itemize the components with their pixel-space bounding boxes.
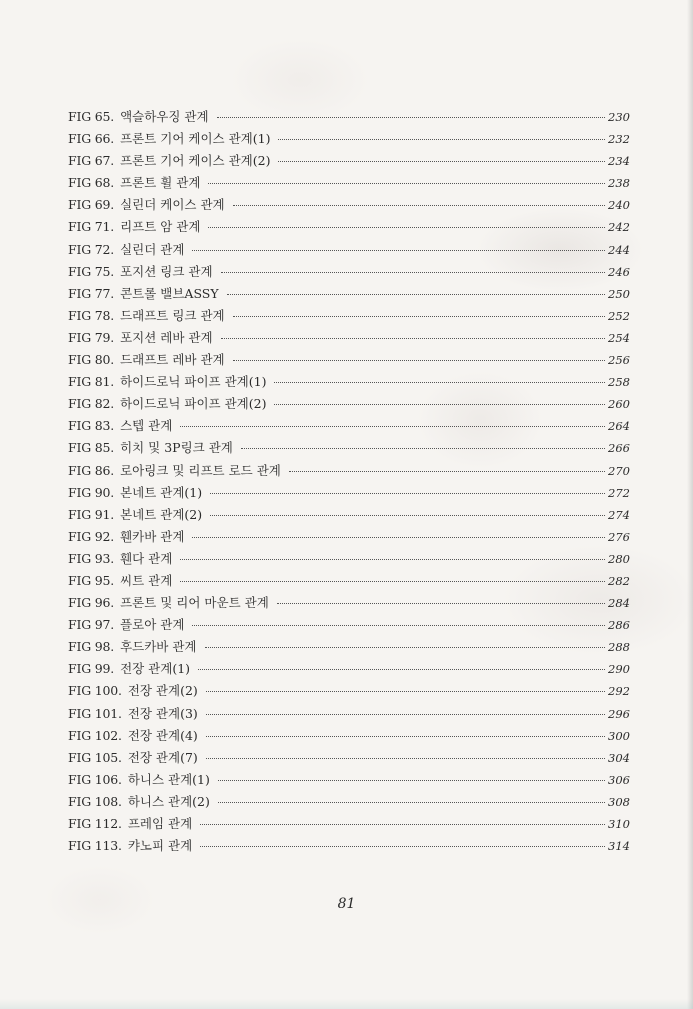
page-reference: 284 — [608, 596, 630, 611]
toc-entry — [68, 726, 628, 748]
page-reference: 254 — [608, 330, 630, 345]
page-reference: 270 — [608, 463, 630, 478]
dot-leader — [210, 515, 605, 516]
page-reference: 246 — [608, 264, 630, 279]
figure-number: FIG 105. — [68, 749, 122, 765]
figure-number: FIG 66. — [68, 131, 115, 147]
figure-number: FIG 78. — [68, 307, 115, 323]
figure-title: 전장 관계(4) — [127, 727, 198, 743]
figure-number: FIG 83. — [68, 418, 115, 434]
figure-number: FIG 108. — [68, 793, 122, 809]
page-reference: 238 — [608, 176, 630, 191]
figure-title: 프론트 및 리어 마운트 관계 — [120, 595, 269, 611]
page-reference: 286 — [608, 618, 630, 633]
figure-title: 프론트 휠 관계 — [120, 175, 201, 191]
dot-leader — [218, 802, 605, 803]
toc-entry — [68, 814, 628, 836]
figure-number: FIG 75. — [68, 263, 115, 279]
toc-entry — [68, 770, 628, 792]
dot-leader — [208, 227, 605, 228]
page-reference: 266 — [608, 441, 630, 456]
toc-entry — [68, 527, 628, 549]
figure-title: 본네트 관계(2) — [120, 506, 203, 522]
toc-entry — [68, 195, 628, 217]
figure-title: 액슬하우징 관계 — [120, 109, 209, 124]
dot-leader — [205, 647, 606, 648]
dot-leader — [221, 272, 605, 273]
page-reference: 234 — [608, 154, 630, 169]
toc-entry — [68, 792, 628, 814]
dot-leader — [192, 625, 605, 626]
toc-entry — [68, 394, 628, 416]
dot-leader — [278, 161, 605, 162]
figure-number: FIG 81. — [68, 374, 115, 390]
figure-title: 플로아 관계 — [120, 617, 185, 633]
toc-entry — [68, 505, 628, 527]
figure-title: 하이드로닉 파이프 관계(1) — [120, 374, 267, 390]
figure-title: 드래프트 레바 관계 — [120, 352, 225, 368]
dot-leader — [180, 581, 605, 582]
figure-number: FIG 80. — [68, 352, 115, 368]
page-bottom-edge — [0, 999, 693, 1009]
toc-entry — [68, 659, 628, 681]
dot-leader — [206, 736, 605, 737]
toc-entry — [68, 240, 628, 262]
figure-number: FIG 112. — [68, 816, 122, 831]
table-of-contents — [68, 107, 628, 858]
dot-leader — [221, 338, 605, 339]
toc-entry — [68, 173, 628, 195]
toc-entry — [68, 637, 628, 659]
toc-entry — [68, 372, 628, 394]
figure-title: 포지션 레바 관계 — [120, 329, 213, 345]
figure-number: FIG 90. — [68, 484, 115, 500]
dot-leader — [277, 603, 605, 604]
figure-number: FIG 68. — [68, 175, 115, 191]
toc-entry — [68, 593, 628, 615]
dot-leader — [233, 316, 605, 317]
toc-entry — [68, 681, 628, 703]
page-reference: 308 — [608, 794, 630, 809]
page-reference: 252 — [608, 308, 630, 323]
figure-title: 후드카바 관계 — [120, 639, 197, 655]
page-reference: 282 — [608, 573, 630, 588]
page-reference: 304 — [608, 750, 630, 765]
figure-number: FIG 96. — [68, 595, 115, 611]
figure-title: 휀다 관계 — [120, 550, 173, 566]
figure-number: FIG 71. — [68, 219, 115, 235]
figure-number: FIG 98. — [68, 639, 115, 655]
figure-title: 포지션 링크 관계 — [120, 263, 213, 279]
figure-title: 씨트 관계 — [120, 572, 173, 588]
figure-title: 로아링크 및 리프트 로드 관계 — [120, 462, 281, 478]
page-edge-shadow — [687, 0, 693, 1009]
figure-number: FIG 101. — [68, 705, 122, 721]
toc-entry — [68, 416, 628, 438]
toc-entry — [68, 836, 628, 858]
figure-title: 프론트 기어 케이스 관계(2) — [120, 153, 271, 169]
page-reference: 280 — [608, 551, 630, 566]
page-reference: 244 — [608, 242, 630, 257]
page-reference: 314 — [608, 839, 630, 854]
figure-number: FIG 106. — [68, 771, 122, 787]
figure-number: FIG 69. — [68, 197, 115, 213]
figure-number: FIG 93. — [68, 550, 115, 566]
dot-leader — [274, 404, 605, 405]
figure-number: FIG 86. — [68, 462, 115, 478]
figure-title: 전장 관계(1) — [120, 661, 191, 677]
toc-entry — [68, 615, 628, 637]
dot-leader — [200, 846, 605, 847]
dot-leader — [206, 714, 605, 715]
figure-title: 전장 관계(7) — [127, 749, 198, 765]
page-reference: 250 — [608, 286, 630, 301]
toc-entry — [68, 306, 628, 328]
figure-title: 전장 관계(3) — [127, 705, 198, 721]
figure-number: FIG 82. — [68, 396, 115, 412]
dot-leader — [206, 691, 605, 692]
figure-number: FIG 91. — [68, 506, 115, 522]
toc-entry — [68, 748, 628, 770]
figure-number: FIG 102. — [68, 727, 122, 743]
figure-title: 하이드로닉 파이프 관계(2) — [120, 396, 267, 412]
dot-leader — [218, 780, 605, 781]
dot-leader — [289, 471, 605, 472]
figure-title: 히치 및 3P링크 관계 — [120, 440, 233, 456]
figure-number: FIG 113. — [68, 838, 122, 854]
figure-title: 캬노피 관계 — [127, 838, 193, 854]
figure-title: 프레임 관계 — [127, 816, 193, 831]
page-reference: 240 — [608, 198, 630, 213]
figure-number: FIG 99. — [68, 661, 115, 677]
page-reference: 232 — [608, 132, 630, 147]
toc-entry — [68, 350, 628, 372]
figure-title: 드래프트 링크 관계 — [120, 307, 225, 323]
toc-entry — [68, 262, 628, 284]
figure-number: FIG 92. — [68, 528, 115, 544]
figure-number: FIG 67. — [68, 153, 115, 169]
dot-leader — [180, 559, 605, 560]
page-reference: 260 — [608, 397, 630, 412]
dot-leader — [227, 294, 605, 295]
dot-leader — [210, 493, 605, 494]
toc-entry — [68, 129, 628, 151]
page-reference: 272 — [608, 485, 630, 500]
figure-number: FIG 95. — [68, 572, 115, 588]
figure-number: FIG 79. — [68, 329, 115, 345]
page-reference: 300 — [608, 728, 630, 743]
dot-leader — [241, 448, 605, 449]
toc-entry — [68, 461, 628, 483]
dot-leader — [274, 382, 605, 383]
dot-leader — [192, 250, 605, 251]
page-number: 81 — [337, 896, 356, 912]
page-reference: 230 — [608, 110, 630, 124]
dot-leader — [278, 139, 605, 140]
figure-title: 실린더 케이스 관계 — [120, 197, 225, 213]
figure-title: 스텝 관계 — [120, 418, 173, 434]
toc-entry — [68, 549, 628, 571]
figure-number: FIG 77. — [68, 285, 115, 301]
page-reference: 256 — [608, 353, 630, 368]
toc-entry — [68, 107, 628, 129]
figure-title: 실린더 관계 — [120, 241, 185, 257]
figure-title: 본네트 관계(1) — [120, 484, 203, 500]
figure-title: 전장 관계(2) — [127, 683, 198, 699]
figure-number: FIG 65. — [68, 109, 115, 124]
page-reference: 242 — [608, 220, 630, 235]
page-reference: 264 — [608, 419, 630, 434]
figure-number: FIG 100. — [68, 683, 122, 699]
page-reference: 306 — [608, 772, 630, 787]
toc-entry — [68, 704, 628, 726]
dot-leader — [192, 537, 605, 538]
dot-leader — [208, 183, 605, 184]
page-reference: 290 — [608, 662, 630, 677]
figure-title: 콘트롤 밸브ASSY — [120, 285, 219, 301]
page-reference: 292 — [608, 684, 630, 699]
page-reference: 288 — [608, 640, 630, 655]
toc-entry — [68, 483, 628, 505]
page-reference: 276 — [608, 529, 630, 544]
figure-title: 휀카바 관계 — [120, 528, 185, 544]
toc-entry — [68, 217, 628, 239]
figure-number: FIG 97. — [68, 617, 115, 633]
figure-title: 하니스 관계(2) — [127, 793, 210, 809]
toc-entry — [68, 328, 628, 350]
toc-entry — [68, 151, 628, 173]
page-reference: 274 — [608, 507, 630, 522]
toc-entry — [68, 284, 628, 306]
dot-leader — [206, 758, 605, 759]
dot-leader — [233, 205, 605, 206]
dot-leader — [180, 426, 605, 427]
page-reference: 296 — [608, 706, 630, 721]
figure-title: 하니스 관계(1) — [127, 771, 210, 787]
toc-entry — [68, 571, 628, 593]
dot-leader — [200, 824, 605, 825]
page-reference: 258 — [608, 375, 630, 390]
dot-leader — [198, 669, 605, 670]
dot-leader — [217, 117, 605, 118]
figure-number: FIG 85. — [68, 440, 115, 456]
figure-number: FIG 72. — [68, 241, 115, 257]
page-reference: 310 — [608, 817, 630, 831]
figure-title: 프론트 기어 케이스 관계(1) — [120, 131, 271, 147]
figure-title: 리프트 암 관계 — [120, 219, 201, 235]
toc-entry — [68, 438, 628, 460]
dot-leader — [233, 360, 605, 361]
